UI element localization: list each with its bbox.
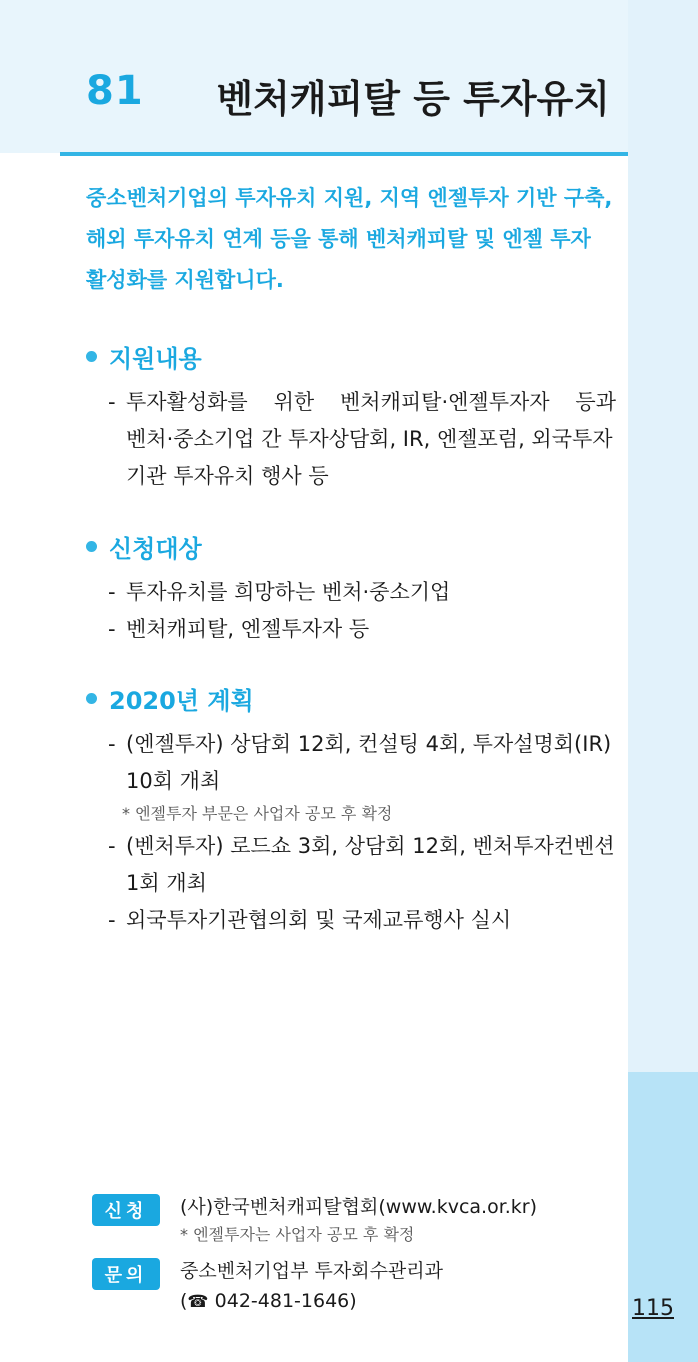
contact-apply <box>92 1192 562 1248</box>
inquiry-badge: 문의 <box>92 1258 160 1290</box>
intro-line: 중소벤처기업의 투자유치 지원, 지역 엔젤투자 기반 구축, <box>86 186 613 210</box>
contact-text <box>180 1192 537 1248</box>
dash-marker: - <box>108 580 116 604</box>
item-line: (벤처투자) 로드쇼 3회, 상담회 12회, 벤처투자컨벤션 <box>126 834 615 858</box>
inquiry-department: 중소벤처기업부 투자회수관리과 <box>180 1260 443 1282</box>
section-heading <box>86 338 616 374</box>
bullet-dot-icon <box>86 541 97 552</box>
section-support-content <box>86 338 616 495</box>
item-line: 외국투자기관협의회 및 국제교류행사 실시 <box>126 908 512 932</box>
dash-marker: - <box>108 834 116 858</box>
contact-inquiry <box>92 1256 562 1317</box>
phone-number: 042-481-1646) <box>208 1290 357 1312</box>
section-number: 81 <box>86 68 144 114</box>
list-item <box>86 726 616 800</box>
footnote: * 엔젤투자 부문은 사업자 공모 후 확정 <box>122 804 393 823</box>
dash-marker: - <box>108 908 116 932</box>
item-line: 벤처·중소기업 간 투자상담회, IR, 엔젤포럼, 외국투자 <box>126 427 613 451</box>
bullet-dot-icon <box>86 693 97 704</box>
intro-paragraph <box>86 178 616 301</box>
section-2020-plan <box>86 680 616 939</box>
dash-marker: - <box>108 617 116 641</box>
item-line: 기관 투자유치 행사 등 <box>126 464 329 488</box>
phone-icon: ☎ <box>187 1292 209 1312</box>
item-line: 10회 개최 <box>126 769 221 793</box>
section-heading-label: 지원내용 <box>109 344 202 373</box>
page-title: 벤처캐피탈 등 투자유치 <box>216 77 610 121</box>
list-item <box>86 574 616 611</box>
item-line: 벤처캐피탈, 엔젤투자자 등 <box>126 617 370 641</box>
contact-text <box>180 1256 443 1317</box>
item-line: 투자활성화를 위한 벤처캐피탈·엔젤투자자 등과 <box>126 390 616 414</box>
page-number: 115 <box>632 1296 674 1321</box>
section-heading <box>86 680 616 716</box>
header-divider <box>60 152 628 156</box>
apply-note: * 엔젤투자는 사업자 공모 후 확정 <box>180 1225 415 1244</box>
bullet-dot-icon <box>86 351 97 362</box>
dash-marker: - <box>108 390 116 414</box>
section-heading <box>86 528 616 564</box>
list-item <box>86 828 616 902</box>
inquiry-phone <box>180 1286 443 1317</box>
phone-prefix: ( <box>180 1290 188 1312</box>
list-item <box>86 611 616 648</box>
intro-line: 해외 투자유치 연계 등을 통해 벤처캐피탈 및 엔젤 투자 <box>86 227 591 251</box>
section-heading-label: 신청대상 <box>109 534 202 563</box>
item-line: (엔젤투자) 상담회 12회, 컨설팅 4회, 투자설명회(IR) <box>126 732 612 756</box>
list-item <box>86 384 616 495</box>
item-line: 투자유치를 희망하는 벤처·중소기업 <box>126 580 451 604</box>
apply-organization: (사)한국벤처캐피탈협회(www.kvca.or.kr) <box>180 1196 538 1218</box>
intro-line: 활성화를 지원합니다. <box>86 268 284 292</box>
list-item <box>86 902 616 939</box>
item-line: 1회 개최 <box>126 871 207 895</box>
apply-badge: 신청 <box>92 1194 160 1226</box>
dash-marker: - <box>108 732 116 756</box>
section-eligibility <box>86 528 616 648</box>
section-heading-label: 2020년 계획 <box>109 686 254 715</box>
